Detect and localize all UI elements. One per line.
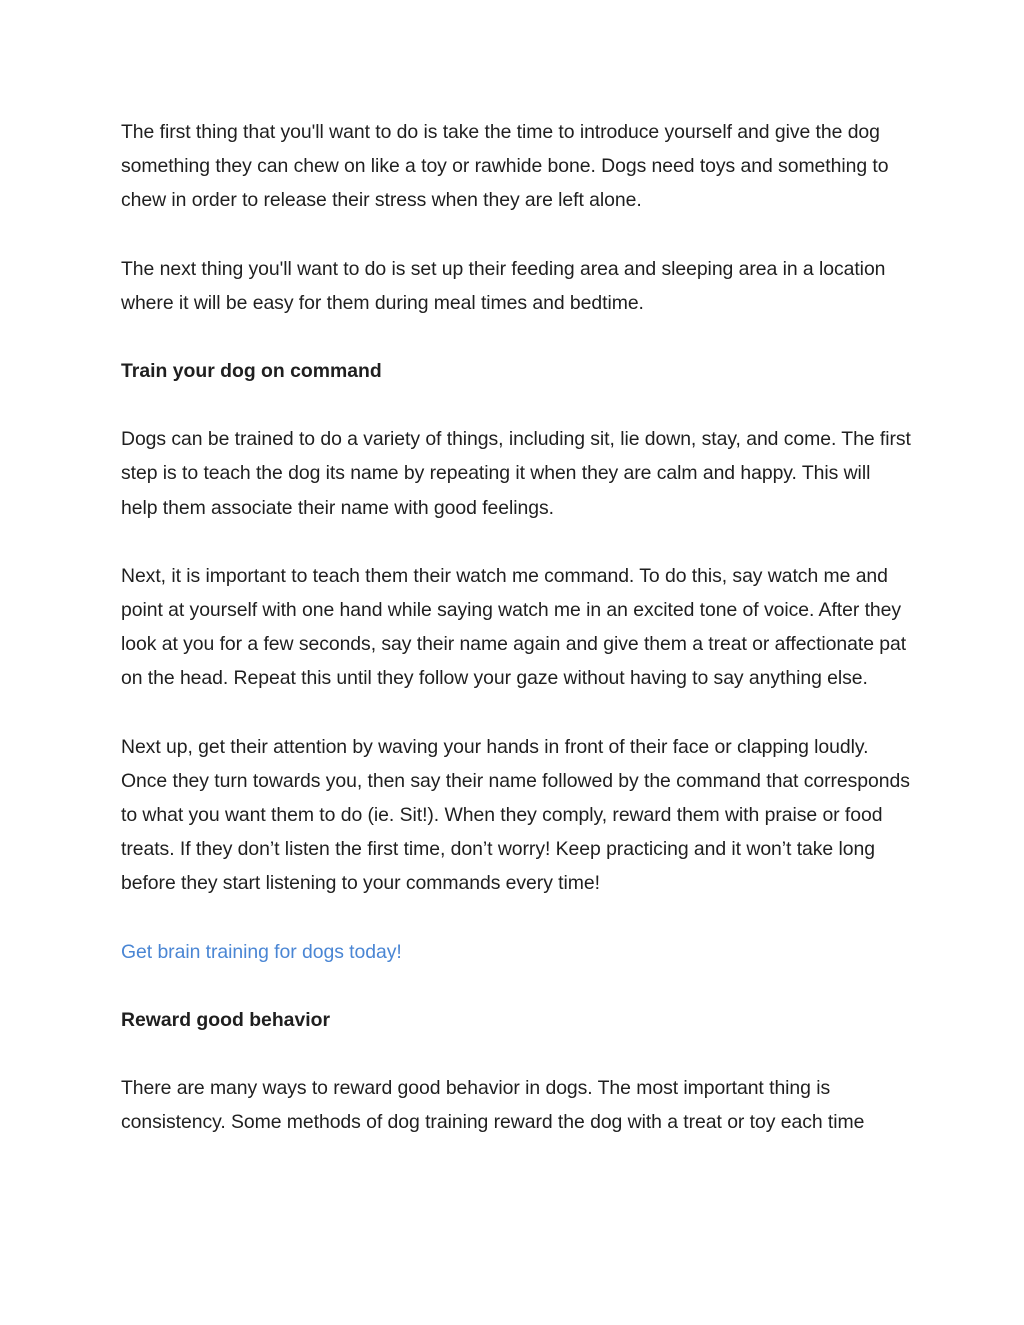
brain-training-link-container [121, 935, 911, 969]
paragraph-introduce-yourself: The first thing that you'll want to do is take the time to introduce yourself and give the dog something they can chew on like a toy or rawhide bone. Dogs need toys and something to chew in order to release their stress when they are left alone. [121, 121, 889, 212]
heading-train-on-command: Train your dog on command [121, 360, 382, 383]
document-body [121, 115, 911, 1173]
paragraph-reward-methods: There are many ways to reward good behavior in dogs. The most important thing is consistency. Some methods of dog training reward the dog with a treat or toy each time [121, 1077, 865, 1134]
brain-training-link[interactable]: Get brain training for dogs today! [121, 940, 402, 963]
heading-reward-good-behavior: Reward good behavior [121, 1008, 331, 1031]
paragraph-get-attention: Next up, get their attention by waving your hands in front of their face or clapping loudly. Once they turn towards you, then say their name followed by the command that corresponds to what you want them to do (ie. Sit!). When they comply, reward them with praise or food treats. If they don’t listen the first time, don’t worry! Keep practicing and it won’t take long before they start listening to your commands every time! [121, 735, 910, 895]
paragraph-watch-me-command: Next, it is important to teach them their watch me command. To do this, say watch me and point at yourself with one hand while saying watch me in an excited tone of voice. After they look at you for a few seconds, say their name again and give them a treat or affectionate pat on the head. Repeat this until they follow your gaze without having to say anything else. [121, 564, 907, 690]
paragraph-trained-variety: Dogs can be trained to do a variety of things, including sit, lie down, stay, and come. The first step is to teach the dog its name by repeating it when they are calm and happy. This will help them associate their name with good feelings. [121, 428, 911, 519]
paragraph-feeding-area: The next thing you'll want to do is set up their feeding area and sleeping area in a location where it will be easy for them during meal times and bedtime. [121, 257, 886, 314]
